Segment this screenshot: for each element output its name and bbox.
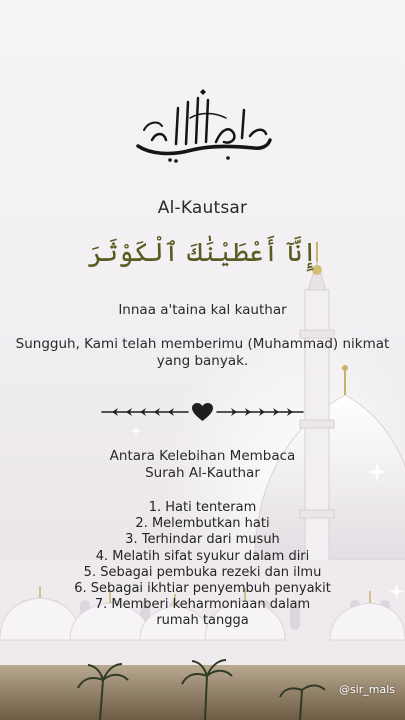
list-item: 4. Melatih sifat syukur dalam diri [95, 548, 310, 564]
list-item: 7. Memberi keharmoniaan dalam rumah tangga [94, 597, 311, 629]
surah-title: Al-Kautsar [157, 198, 248, 218]
verse-transliteration: Innaa a'taina kal kauthar [118, 302, 287, 318]
author-watermark: @sir_mals [338, 683, 395, 696]
list-item: 3. Terhindar dari musuh [125, 532, 280, 548]
arabic-verse: إِنَّآ أَعْطَيْنَٰكَ ٱلْكَوْثَرَ [87, 238, 318, 268]
benefits-title [0, 448, 405, 482]
heart-vine-divider-icon [100, 400, 305, 424]
list-item: 5. Sebagai pembuka rezeki dan ilmu [83, 564, 322, 580]
bismillah-calligraphy-icon [130, 88, 276, 168]
list-item: 6. Sebagai ikhtiar penyembuh penyakit [74, 581, 331, 597]
benefits-list [0, 500, 405, 630]
verse-translation: Sungguh, Kami telah memberimu (Muhammad) nikmat yang banyak. [15, 336, 390, 369]
list-item: 1. Hati tenteram [148, 500, 257, 515]
list-item: 2. Melembutkan hati [135, 516, 270, 532]
benefits-title-text: Antara Kelebihan Membaca Surah Al-Kauthar [109, 448, 296, 481]
